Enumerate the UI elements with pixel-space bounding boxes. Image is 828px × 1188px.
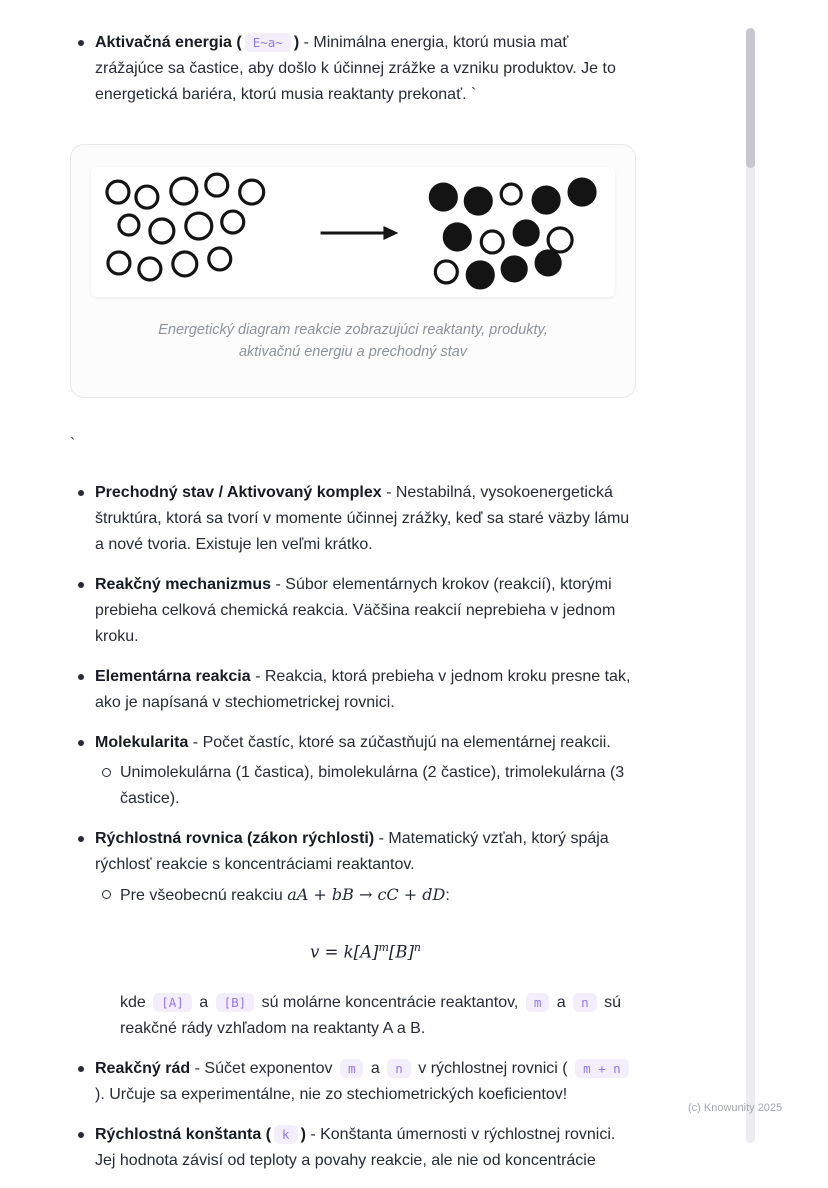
inline-code-n: n [573,993,597,1012]
reactant-particle [548,228,572,252]
sub-molekularita-text: Unimolekulárna (1 častica), bimolekulárna (2 častice), trimolekulárna (3 častice). [120,764,625,807]
product-particle [514,221,538,245]
term-konstanta: Rýchlostná konštanta ( [95,1125,272,1143]
kde-text-5: sú reakčné rády vzhľadom na reaktanty A a B. [120,993,622,1037]
inline-code-m-plus-n: m + n [575,1059,629,1078]
product-particle [467,262,493,288]
inline-code-conc-b: [B] [216,993,255,1012]
reactant-particle [150,219,174,243]
top-bullet-list [70,30,636,108]
scrollbar-thumb[interactable] [746,28,755,168]
formula-mid: [B] [388,942,414,962]
particles-svg [91,167,615,297]
term-aktivacna: Aktivačná energia ( [95,34,242,51]
sub-post-text: : [445,887,450,904]
formula-lhs: v = k[A] [310,942,379,962]
sub-bullet-vseobecna-reakcia [95,882,636,909]
bullet-reakcny-mechanizmus [70,572,636,650]
desc-molekularita: - Počet častíc, ktoré sa zúčastňujú na elementárnej reakcii. [188,734,611,751]
desc-konstanta: - Konštanta úmernosti v rýchlostnej rovnici. Jej hodnota závisí od teploty a povahy reakcie, ale nie od koncentrácie [95,1125,616,1169]
reactant-particle [481,231,503,253]
term-rovnica: Rýchlostná rovnica (zákon rýchlosti) [95,830,375,847]
kde-text-4: a [552,993,571,1011]
bullet-rychlostna-rovnica [70,826,636,1042]
desc-prechodny: - Nestabilná, vysokoenergetická štruktúra, ktorá sa tvorí v momente účinnej zrážky, keď sa staré väzby lámu a nové tvoria. Existuje len veľmi krátko. [95,484,630,553]
reactant-particle [108,252,130,274]
reaction-diagram-card [70,144,636,398]
desc-rovnica: - Matematický vzťah, ktorý spája rýchlosť reakcie s koncentráciami reaktantov. [95,830,609,873]
inline-code-k: k [274,1125,298,1144]
scrollbar-track[interactable] [746,28,755,1143]
reactant-particle [173,252,197,276]
reactant-particle [206,174,228,196]
term-aktivacna-close: ) [293,34,300,51]
term-elementarna: Elementárna reakcia [95,668,251,685]
rovnica-sublist [95,882,636,909]
kde-text-1: kde [120,993,151,1011]
reactant-particle [222,211,244,233]
bullet-rychlostna-konstanta [70,1122,636,1174]
reactant-particle [435,261,457,283]
term-molekularita: Molekularita [95,734,189,751]
desc-mechanizmus: - Súbor elementárnych krokov (reakcií), ktorými prebieha celková chemická reakcia. Väčšina reakcií neprebieha v jednom kroku. [95,576,616,645]
desc-aktivacna: - Minimálna energia, ktorú musia mať zrážajúce sa častice, aby došlo k účinnej zrážke a vzniku produktov. Je to energetická bariéra, ktorú musia reaktanty prekonať. ` [95,34,616,103]
molekularita-sublist [95,760,636,812]
reactant-particle [136,186,158,208]
inline-code-ea: E~a~ [245,33,291,52]
bullet-molekularita [70,730,636,812]
desc-elementarna: - Reakcia, ktorá prebieha v jednom kroku presne tak, ako je napísaná v stechiometrickej rovnici. [95,668,631,711]
copyright-text: (c) Knowunity 2025 [688,1102,783,1114]
rad-seg-3: v rýchlostnej rovnici ( [413,1059,573,1077]
reactant-particle [209,248,231,270]
inline-code-conc-a: [A] [153,993,192,1012]
inline-code-rad-m: m [340,1059,364,1078]
main-bullet-list [70,480,636,1174]
term-konstanta-close: ) [300,1125,306,1143]
figure-caption: Energetický diagram reakcie zobrazujúci reaktanty, produkty, aktivačnú energiu a prechodný stav [158,322,548,360]
product-particle [533,187,559,213]
reactant-particle [240,180,264,204]
reaction-arrow-icon [321,226,399,240]
product-particle [569,179,595,205]
bullet-elementarna-reakcia [70,664,636,716]
reactant-particle [501,184,521,204]
product-particle [465,188,491,214]
bullet-prechodny-stav [70,480,636,558]
term-mechanizmus: Reakčný mechanizmus [95,576,272,593]
document-content [70,30,636,1188]
bullet-aktivacna-energia [70,30,636,108]
formula-explanation [120,990,636,1042]
product-particle [430,184,456,210]
reactant-particle [186,213,212,239]
inline-code-m: m [526,993,550,1012]
rad-seg-2: a [366,1059,385,1077]
product-particle [444,224,470,250]
reactant-particle [139,258,161,280]
inline-math-reaction: aA + bB → cC + dD [287,885,446,904]
reactant-particle [171,178,197,204]
sub-pre-text: Pre všeobecnú reakciu [120,887,288,904]
term-prechodny: Prechodný stav / Aktivovaný komplex [95,484,382,501]
reactant-particle [119,215,139,235]
formula-exponent-m: m [378,941,389,954]
product-particle [536,251,560,275]
reaction-diagram-image [91,167,615,297]
kde-text-2: a [194,993,213,1011]
formula-exponent-n: n [413,941,421,954]
product-particle [502,257,526,281]
stray-backtick: ` [70,436,76,453]
rate-law-formula [95,935,636,966]
rad-seg-4: ). Určuje sa experimentálne, nie zo stechiometrických koeficientov! [95,1085,568,1103]
sub-bullet-molekularita [95,760,636,812]
reactant-particle [107,181,129,203]
term-rad: Reakčný rád [95,1059,191,1077]
inline-code-rad-n: n [387,1059,411,1078]
rad-seg-1: - Súčet exponentov [190,1059,337,1077]
bullet-reakcny-rad [70,1056,636,1108]
kde-text-3: sú molárne koncentrácie reaktantov, [257,993,523,1011]
